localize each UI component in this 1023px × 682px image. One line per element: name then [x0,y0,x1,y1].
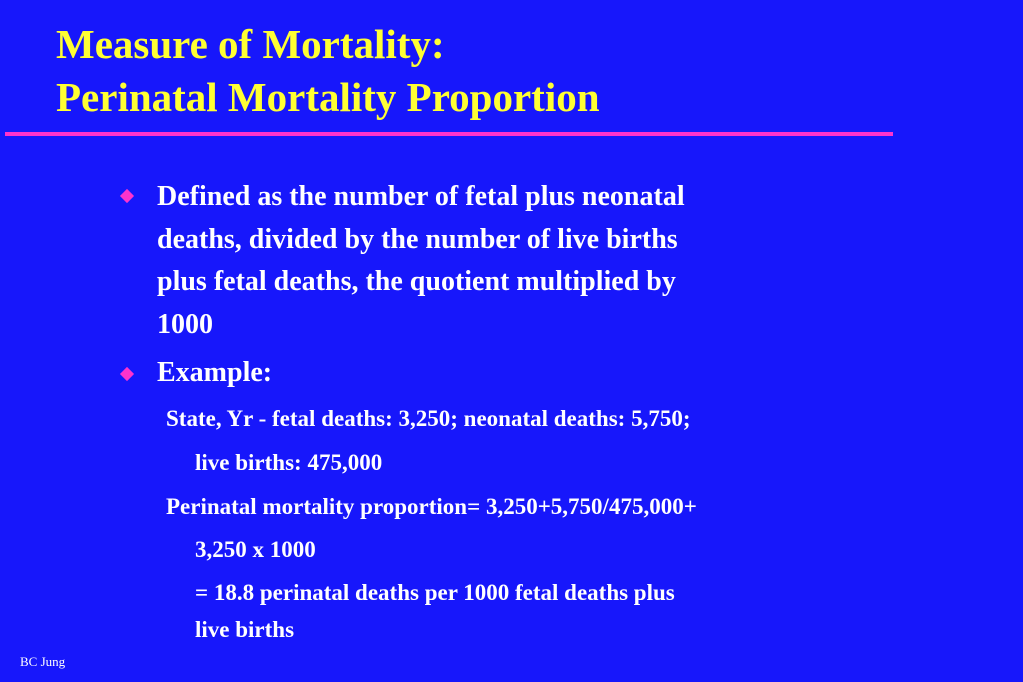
definition-line: deaths, divided by the number of live births [157,223,678,255]
example-line: live births [195,617,295,642]
footer-author: BC Jung [20,654,66,669]
title-divider [5,132,893,136]
example-line: live births: 475,000 [195,450,383,475]
bullet-definition [157,176,847,346]
example-line: State, Yr - fetal deaths: 3,250; neonatal deaths: 5,750; [166,406,691,431]
slide-title [56,18,600,124]
definition-line: plus fetal deaths, the quotient multiplied by [157,266,676,297]
example-line: Perinatal mortality proportion= 3,250+5,750/475,000+ [166,494,697,519]
example-line: = 18.8 perinatal deaths per 1000 fetal deaths plus [195,580,675,605]
definition-line: 1000 [157,308,213,340]
example-line: 3,250 x 1000 [195,537,316,562]
definition-line: Defined as the number of fetal plus neonatal [157,181,685,212]
bullet-example: Example: [157,357,273,388]
diamond-bullet-icon [120,367,134,381]
title-line-2: Perinatal Mortality Proportion [56,74,600,120]
title-line-1: Measure of Mortality: [56,21,445,67]
diamond-bullet-icon [120,189,134,203]
